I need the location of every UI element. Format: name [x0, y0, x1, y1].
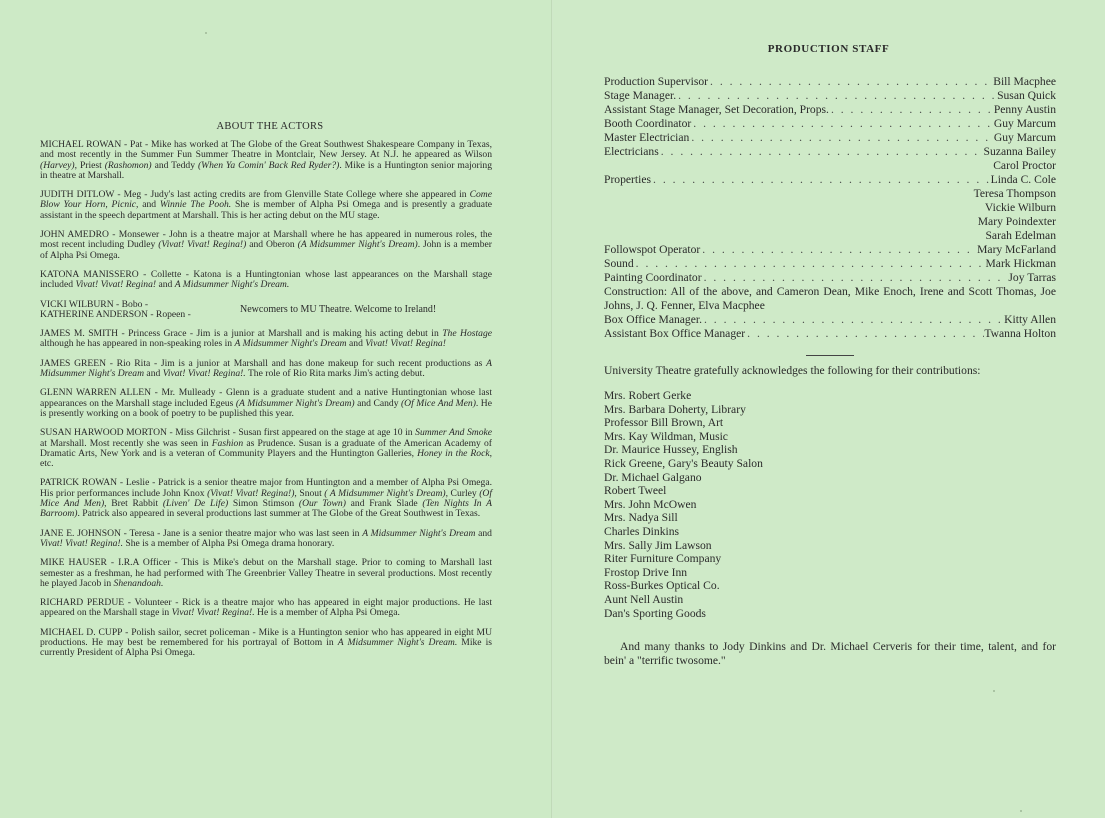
- staff-row: [604, 131, 1056, 145]
- staff-name: Bill Macphee: [993, 75, 1056, 88]
- staff-row: [604, 327, 1056, 341]
- staff-row: [604, 75, 1056, 89]
- actors-list: [40, 140, 492, 668]
- staff-role: Production Supervisor: [604, 75, 709, 88]
- contributor-item: Mrs. Barbara Doherty, Library: [604, 402, 746, 416]
- staff-name-extra: Mary Poindexter: [977, 215, 1056, 228]
- staff-row: [604, 271, 1056, 285]
- acknowledgement-title: University Theatre gratefully acknowledges the following for their contributions:: [604, 364, 981, 377]
- staff-role: Assistant Box Office Manager: [604, 327, 746, 340]
- staff-row: [604, 89, 1056, 103]
- staff-row: [604, 257, 1056, 271]
- actor-bio: PATRICK ROWAN - Leslie - Patrick is a senior theatre major from Huntington and a member of Alpha Psi Omega. His prior performances include John Knox (Vivat! Vivat! Regina!), Snout ( A Midsummer Night's Dream), Curley (Of Mice And Men), Bret Rabbit (Liven' De Life) Simon Stimson (Our Town) and Frank Slade (Ten Nights In A Barroom). Patrick also appeared in several productions last summer at The Globe of the Great Southwest in Texas.: [40, 477, 492, 520]
- staff-name-extra: Sarah Edelman: [985, 229, 1056, 242]
- staff-name: Mary McFarland: [977, 243, 1056, 256]
- actor-bio: SUSAN HARWOOD MORTON - Miss Gilchrist - Susan first appeared on the stage at age 10 in Summer And Smoke at Marshall. Most recently she was seen in Fashion as Prudence. Susan is a graduate of the American Academy of Dramatic Arts, New York and is a veteran of Community Players and the Huntington Galleries, Honey in the Rock, etc.: [40, 427, 493, 470]
- staff-role: Booth Coordinator: [604, 117, 692, 130]
- contributor-item: Dan's Sporting Goods: [604, 606, 706, 620]
- newcomers-note: Newcomers to MU Theatre. Welcome to Ireland!: [240, 303, 437, 315]
- staff-name-extra: Carol Proctor: [993, 159, 1056, 172]
- production-staff-title: PRODUCTION STAFF: [767, 43, 890, 55]
- staff-row-properties: [604, 173, 1056, 187]
- divider-rule: [806, 355, 854, 356]
- actor-bio: MICHAEL D. CUPP - Polish sailor, secret policeman - Mike is a Huntington senior who has appeared in eight MU productions. He may best be remembered for his portrayal of Bottom in A Midsummer Night's Dream. Mike is currently President of Alpha Psi Omega.: [40, 626, 492, 659]
- staff-role: Stage Manager.: [604, 89, 677, 102]
- staff-role: Electricians: [604, 145, 659, 158]
- contributor-item: Dr. Michael Galgano: [604, 470, 702, 484]
- actor-bio: JOHN AMEDRO - Monsewer - John is a theatre major at Marshall where he has appeared in numerous roles, the most recent including Dudley (Vivat! Vivat! Regina!) and Oberon (A Midsummer Night's Dream). John is a member of Alpha Psi Omega.: [40, 229, 492, 261]
- staff-role: Box Office Manager.: [604, 313, 702, 326]
- thanks-paragraph: And many thanks to Jody Dinkins and Dr. Michael Cerveris for their time, talent, and for bein' a "terrific twosome.": [604, 640, 1056, 667]
- newcomers-entry: [40, 300, 492, 321]
- contributor-item: Mrs. Kay Wildman, Music: [604, 429, 728, 443]
- staff-role: Followspot Operator: [604, 243, 701, 256]
- about-actors-title: ABOUT THE ACTORS: [216, 121, 324, 132]
- contributor-item: Mrs. Sally Jim Lawson: [604, 538, 712, 552]
- construction-credit: Construction: All of the above, and Cameron Dean, Mike Enoch, Irene and Scott Thomas, Joe Johns, J. Q. Fenner, Elva Macphee: [604, 285, 1056, 312]
- contributor-item: Aunt Nell Austin: [604, 592, 684, 606]
- staff-row: [604, 103, 1056, 117]
- staff-role: Master Electrician: [604, 131, 690, 144]
- newcomer-line-1: VICKI WILBURN - Bobo -: [40, 298, 149, 310]
- actor-bio: MICHAEL ROWAN - Pat - Mike has worked at The Globe of the Great Southwest Shakespeare Company in Texas, and most recently in the Summer Fun Summer Theatre in Montclair, New Jersey. At N.J. he appeared as Wilson (Harvey), Priest (Rashomon) and Teddy (When Ya Comin' Back Red Ryder?). Mike is a Huntington senior majoring in theatre at Marshall.: [40, 139, 492, 181]
- staff-name: Susan Quick: [997, 89, 1056, 102]
- staff-name: Linda C. Cole: [990, 173, 1056, 186]
- staff-name: Joy Tarras: [1008, 271, 1056, 284]
- actor-bio: JANE E. JOHNSON - Teresa - Jane is a senior theatre major who was last seen in A Midsummer Night's Dream and Vivat! Vivat! Regina!. She is a member of Alpha Psi Omega drama honorary.: [40, 527, 492, 549]
- contributor-item: Professor Bill Brown, Art: [604, 416, 724, 430]
- staff-role: Properties: [604, 173, 652, 186]
- staff-name: Penny Austin: [993, 103, 1056, 116]
- contributor-item: Mrs. Robert Gerke: [604, 389, 692, 402]
- staff-row: [604, 243, 1056, 257]
- staff-name-extra: Teresa Thompson: [973, 187, 1056, 200]
- actor-bio: JAMES GREEN - Rio Rita - Jim is a junior at Marshall and has done makeup for such recent productions as A Midsummer Night's Dream and Vivat! Vivat! Regina!. The role of Rio Rita marks Jim's acting debut.: [40, 357, 492, 380]
- actor-bio: GLENN WARREN ALLEN - Mr. Mulleady - Glenn is a graduate student and a native Huntingtonian whose last appearances on the Marshall stage included Egeus (A Midsummer Night's Dream) and Candy (Of Mice And Men). He is presently working on a book of poetry to be puplished this year.: [40, 387, 492, 419]
- staff-name-extra: Vickie Wilburn: [984, 201, 1056, 214]
- staff-name: Twanna Holton: [984, 327, 1056, 340]
- staff-row: [604, 117, 1056, 131]
- contributor-item: Rick Greene, Gary's Beauty Salon: [604, 456, 763, 470]
- contributor-item: Frostop Drive Inn: [604, 565, 688, 579]
- contributors-list: [604, 389, 1056, 620]
- staff-row: [604, 145, 1056, 159]
- staff-row: [604, 313, 1056, 327]
- contributor-item: Ross-Burkes Optical Co.: [604, 579, 720, 593]
- actor-bio: JUDITH DITLOW - Meg - Judy's last acting credits are from Glenville State College where she appeared in Come Blow Your Horn, Picnic, and Winnie The Pooh. She is member of Alpha Psi Omega and is presently a graduate assistant in the speech department at Marshall. This is her acting debut on the MU stage.: [40, 189, 492, 221]
- contributor-item: Riter Furniture Company: [604, 552, 722, 566]
- staff-name: Guy Marcum: [993, 117, 1056, 130]
- contributor-item: Dr. Maurice Hussey, English: [604, 443, 738, 457]
- contributor-item: Robert Tweel: [604, 484, 667, 498]
- staff-role: Assistant Stage Manager, Set Decoration, Props.: [604, 103, 829, 116]
- staff-name: Guy Marcum: [993, 131, 1056, 144]
- actor-bio: MIKE HAUSER - I.R.A Officer - This is Mike's debut on the Marshall stage. Prior to coming to Marshall last semester as a freshman, he had performed with The Greenbrier Valley Theatre in several productions. Most recently he played Jacob in Shenandoah.: [40, 557, 492, 589]
- actor-bio: KATONA MANISSERO - Collette - Katona is a Huntingtonian whose last appearances on the Marshall stage included Vivat! Vivat! Regina! and A Midsummer Night's Dream.: [40, 268, 492, 291]
- actor-bio: RICHARD PERDUE - Volunteer - Rick is a theatre major who has appeared in eight major productions. He last appeared on the Marshall stage in Vivat! Vivat! Regina!. He is a member of Alpha Psi Omega.: [40, 597, 492, 619]
- newcomer-line-2: KATHERINE ANDERSON - Ropeen -: [40, 308, 191, 320]
- actor-bio: JAMES M. SMITH - Princess Grace - Jim is a junior at Marshall and is making his acting debut in The Hostage although he has appeared in non-speaking roles in A Midsummer Night's Dream and Vivat! Vivat! Regina!: [40, 328, 492, 350]
- staff-name: Kitty Allen: [1004, 313, 1056, 326]
- page-fold: [551, 0, 553, 818]
- contributor-item: Mrs. John McOwen: [604, 497, 697, 511]
- staff-name: Suzanna Bailey: [983, 145, 1056, 158]
- staff-name: Mark Hickman: [985, 257, 1056, 270]
- staff-list: [604, 75, 1056, 341]
- staff-role: Painting Coordinator: [604, 271, 702, 284]
- contributor-item: Mrs. Nadya Sill: [604, 511, 678, 525]
- contributor-item: Charles Dinkins: [604, 524, 680, 538]
- staff-role: Sound: [604, 257, 634, 270]
